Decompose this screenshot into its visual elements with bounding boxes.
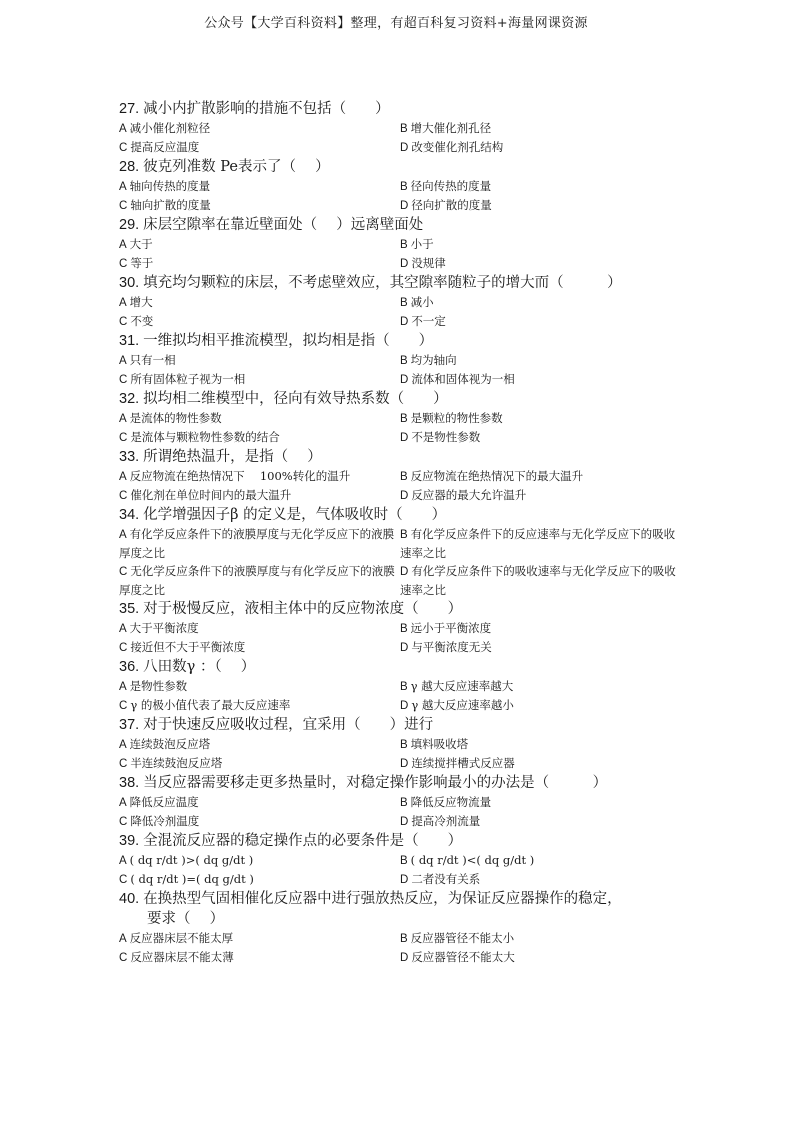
question-text: 彼克列准数 Pe表示了（ ）	[143, 159, 330, 175]
option-d	[400, 948, 681, 967]
question-number: 34.	[119, 507, 140, 523]
question-stem	[119, 331, 679, 351]
option-b	[400, 525, 681, 562]
question-number: 38.	[119, 775, 140, 791]
question-number: 37.	[119, 717, 140, 733]
option-letter: D	[400, 642, 409, 654]
option-letter: C	[119, 432, 128, 444]
option-letter: A	[119, 471, 127, 483]
option-row	[119, 948, 679, 967]
option-text: 流体和固体视为一相	[411, 372, 515, 386]
option-c	[119, 486, 400, 505]
option-d	[400, 196, 681, 215]
option-letter: C	[119, 258, 128, 270]
option-letter: B	[400, 529, 408, 541]
option-b	[400, 119, 681, 138]
option-d	[400, 138, 681, 157]
option-a	[119, 677, 400, 696]
option-a	[119, 293, 400, 312]
option-d	[400, 254, 681, 273]
option-c	[119, 370, 400, 389]
option-row	[119, 293, 679, 312]
question-stem	[119, 831, 679, 851]
option-a	[119, 851, 400, 870]
option-letter: C	[119, 142, 128, 154]
question-stem	[119, 657, 679, 677]
option-d	[400, 428, 681, 447]
option-letter: D	[400, 816, 409, 828]
option-text: 均为轴向	[410, 353, 457, 367]
option-d	[400, 754, 681, 773]
question-number: 33.	[119, 449, 140, 465]
question-stem	[119, 505, 679, 525]
option-letter: C	[119, 566, 128, 578]
question-number: 30.	[119, 275, 140, 291]
option-b	[400, 619, 681, 638]
option-letter: B	[400, 681, 408, 693]
option-d	[400, 696, 681, 715]
option-letter: A	[119, 855, 127, 867]
question-stem	[119, 157, 679, 177]
option-text: 是物性参数	[129, 679, 188, 693]
option-b	[400, 793, 681, 812]
option-letter: A	[119, 355, 127, 367]
question-number: 27.	[119, 101, 140, 117]
question-number: 36.	[119, 659, 140, 675]
question-text: 填充均匀颗粒的床层，不考虑壁效应，其空隙率随粒子的增大而（ ）	[143, 275, 622, 291]
option-text: γ 的极小值代表了最大反应速率	[130, 698, 291, 712]
option-row	[119, 138, 679, 157]
option-d	[400, 812, 681, 831]
option-letter: A	[119, 181, 127, 193]
option-row	[119, 793, 679, 812]
option-text: 增大	[129, 295, 153, 309]
question-number: 29.	[119, 217, 140, 233]
option-c	[119, 254, 400, 273]
option-row	[119, 929, 679, 948]
option-letter: A	[119, 297, 127, 309]
option-text: 所有固体粒子视为一相	[130, 372, 246, 386]
option-letter: C	[119, 642, 128, 654]
option-row	[119, 619, 679, 638]
option-letter: B	[400, 797, 408, 809]
question-stem	[119, 447, 679, 467]
option-letter: C	[119, 758, 128, 770]
option-letter: D	[400, 490, 409, 502]
option-row	[119, 370, 679, 389]
option-letter: B	[400, 181, 408, 193]
option-a	[119, 119, 400, 138]
option-a	[119, 735, 400, 754]
option-letter: A	[119, 529, 127, 541]
option-d	[400, 638, 681, 657]
option-text: 反应物流在绝热情况下的最大温升	[410, 469, 584, 483]
option-b	[400, 467, 681, 486]
option-a	[119, 409, 400, 428]
option-letter: C	[119, 816, 128, 828]
question-text: 当反应器需要移走更多热量时，对稳定操作影响最小的办法是（ ）	[143, 775, 608, 791]
option-text: 没规律	[411, 256, 446, 270]
option-d	[400, 486, 681, 505]
option-letter: C	[119, 490, 128, 502]
option-text: 有化学反应条件下的液膜厚度与无化学反应下的液膜厚度之比	[119, 527, 395, 560]
option-text: 是流体的物性参数	[129, 411, 222, 425]
option-letter: A	[119, 123, 127, 135]
option-c	[119, 312, 400, 331]
option-text: 改变催化剂孔结构	[411, 140, 504, 154]
option-letter: D	[400, 374, 409, 386]
option-row	[119, 312, 679, 331]
option-row	[119, 177, 679, 196]
option-letter: D	[400, 700, 409, 712]
option-text: 提高冷剂流量	[411, 814, 481, 828]
option-text: 降低反应物流量	[410, 795, 492, 809]
option-text: γ 越大反应速率越大	[410, 679, 514, 693]
question-text: 对于极慢反应，液相主体中的反应物浓度（ ）	[143, 601, 463, 617]
option-text: ( dq r/dt )<( dq g/dt )	[410, 853, 535, 867]
option-text: 增大催化剂孔径	[410, 121, 492, 135]
option-text: 大于平衡浓度	[129, 621, 199, 635]
option-row	[119, 254, 679, 273]
question-stem	[119, 773, 679, 793]
option-b	[400, 409, 681, 428]
question-number: 35.	[119, 601, 140, 617]
option-b	[400, 929, 681, 948]
option-letter: C	[119, 316, 128, 328]
option-letter: B	[400, 413, 408, 425]
question-text: 化学增强因子β 的定义是，气体吸收时（ ）	[143, 507, 447, 523]
option-text: 径向传热的度量	[410, 179, 492, 193]
option-c	[119, 138, 400, 157]
option-letter: D	[400, 200, 409, 212]
question-text: 拟均相二维模型中，径向有效导热系数（ ）	[143, 391, 448, 407]
option-a	[119, 929, 400, 948]
option-text: 反应器管径不能太大	[411, 950, 515, 964]
option-text: ( dq r/dt )>( dq g/dt )	[129, 853, 254, 867]
option-c	[119, 754, 400, 773]
option-text: 连续搅拌槽式反应器	[411, 756, 515, 770]
option-text: 小于	[410, 237, 434, 251]
question-stem	[119, 889, 679, 929]
option-letter: D	[400, 566, 409, 578]
option-letter: B	[400, 855, 408, 867]
question-text: 在换热型气固相催化反应器中进行强放热反应，为保证反应器操作的稳定，	[143, 891, 622, 907]
question-number: 40.	[119, 891, 140, 907]
option-text: 二者没有关系	[411, 872, 481, 886]
option-text: 减小催化剂粒径	[129, 121, 211, 135]
question-text: 所谓绝热温升，是指（ ）	[143, 449, 322, 465]
option-letter: A	[119, 933, 127, 945]
question-stem	[119, 99, 679, 119]
option-letter: B	[400, 623, 408, 635]
option-c	[119, 196, 400, 215]
option-a	[119, 177, 400, 196]
question-number: 28.	[119, 159, 140, 175]
option-text: 连续鼓泡反应塔	[129, 737, 211, 751]
option-letter: B	[400, 355, 408, 367]
option-text: 轴向扩散的度量	[130, 198, 211, 212]
question-stem	[119, 273, 679, 293]
question-stem	[119, 599, 679, 619]
option-row	[119, 486, 679, 505]
option-letter: D	[400, 874, 409, 886]
question-stem	[119, 215, 679, 235]
option-text: 减小	[410, 295, 434, 309]
option-letter: D	[400, 258, 409, 270]
option-text: 半连续鼓泡反应塔	[130, 756, 223, 770]
option-c	[119, 562, 400, 599]
question-text: 全混流反应器的稳定操作点的必要条件是（ ）	[143, 833, 463, 849]
option-letter: B	[400, 239, 408, 251]
option-text: γ 越大反应速率越小	[411, 698, 514, 712]
option-a	[119, 467, 400, 486]
option-c	[119, 948, 400, 967]
option-text: 反应器床层不能太厚	[129, 931, 234, 945]
option-letter: C	[119, 952, 128, 964]
option-d	[400, 562, 681, 599]
option-row	[119, 870, 679, 889]
option-c	[119, 870, 400, 889]
option-text: 不变	[130, 314, 154, 328]
option-row	[119, 735, 679, 754]
question-number: 39.	[119, 833, 140, 849]
option-letter: B	[400, 297, 408, 309]
option-text: 有化学反应条件下的反应速率与无化学反应下的吸收速率之比	[400, 527, 676, 560]
option-row	[119, 562, 679, 599]
option-text: ( dq r/dt )=( dq g/dt )	[130, 872, 254, 886]
option-letter: B	[400, 123, 408, 135]
option-letter: C	[119, 374, 128, 386]
page-header: 公众号【大学百科资料】整理，有超百科复习资料+海量网课资源	[204, 16, 588, 31]
question-number: 31.	[119, 333, 140, 349]
option-letter: D	[400, 142, 409, 154]
option-text: 降低反应温度	[129, 795, 199, 809]
option-letter: A	[119, 623, 127, 635]
option-text: 催化剂在单位时间内的最大温升	[130, 488, 292, 502]
option-row	[119, 754, 679, 773]
option-d	[400, 870, 681, 889]
option-text: 轴向传热的度量	[129, 179, 211, 193]
option-c	[119, 696, 400, 715]
question-stem	[119, 389, 679, 409]
option-text: 反应器的最大允许温升	[411, 488, 527, 502]
option-row	[119, 409, 679, 428]
option-row	[119, 851, 679, 870]
question-text: 八田数γ ：（ ）	[143, 659, 256, 675]
option-b	[400, 851, 681, 870]
option-row	[119, 196, 679, 215]
option-text: 反应器床层不能太薄	[130, 950, 234, 964]
option-c	[119, 428, 400, 447]
option-text: 只有一相	[129, 353, 176, 367]
option-text: 不是物性参数	[411, 430, 481, 444]
option-a	[119, 619, 400, 638]
option-letter: B	[400, 933, 408, 945]
question-text: 减小内扩散影响的措施不包括（ ）	[143, 101, 390, 117]
option-letter: A	[119, 797, 127, 809]
option-row	[119, 812, 679, 831]
option-row	[119, 696, 679, 715]
option-text: 接近但不大于平衡浓度	[130, 640, 246, 654]
option-text: 不一定	[411, 314, 446, 328]
option-letter: C	[119, 200, 128, 212]
option-text: 有化学反应条件下的吸收速率与无化学反应下的吸收速率之比	[400, 564, 676, 597]
option-letter: B	[400, 471, 408, 483]
option-a	[119, 235, 400, 254]
question-text-continued: 要求（ ）	[147, 911, 225, 927]
option-letter: C	[119, 874, 128, 886]
option-a	[119, 525, 400, 562]
question-text: 对于快速反应吸收过程，宜采用（ ）进行	[143, 717, 434, 733]
option-letter: B	[400, 739, 408, 751]
option-letter: D	[400, 432, 409, 444]
question-stem	[119, 715, 679, 735]
option-text: 等于	[130, 256, 154, 270]
option-text: 径向扩散的度量	[411, 198, 492, 212]
option-text: 填料吸收塔	[410, 737, 469, 751]
option-b	[400, 235, 681, 254]
option-letter: D	[400, 952, 409, 964]
option-a	[119, 351, 400, 370]
option-b	[400, 735, 681, 754]
option-text: 反应器管径不能太小	[410, 931, 515, 945]
option-b	[400, 677, 681, 696]
option-text: 无化学反应条件下的液膜厚度与有化学反应下的液膜厚度之比	[119, 564, 395, 597]
option-row	[119, 638, 679, 657]
option-c	[119, 812, 400, 831]
option-a	[119, 793, 400, 812]
option-b	[400, 177, 681, 196]
option-row	[119, 677, 679, 696]
option-c	[119, 638, 400, 657]
option-row	[119, 119, 679, 138]
option-text: 是颗粒的物性参数	[410, 411, 503, 425]
option-text: 与平衡浓度无关	[411, 640, 492, 654]
option-b	[400, 293, 681, 312]
question-text: 一维拟均相平推流模型，拟均相是指（ ）	[143, 333, 434, 349]
option-letter: A	[119, 681, 127, 693]
option-text: 远小于平衡浓度	[410, 621, 492, 635]
question-number: 32.	[119, 391, 140, 407]
option-d	[400, 370, 681, 389]
option-row	[119, 351, 679, 370]
option-text: 提高反应温度	[130, 140, 200, 154]
option-letter: D	[400, 758, 409, 770]
option-text: 反应物流在绝热情况下 100%转化的温升	[129, 469, 351, 483]
option-letter: A	[119, 239, 127, 251]
question-text: 床层空隙率在靠近壁面处（ ）远离壁面处	[143, 217, 424, 233]
option-row	[119, 428, 679, 447]
option-text: 大于	[129, 237, 153, 251]
option-row	[119, 235, 679, 254]
option-b	[400, 351, 681, 370]
option-row	[119, 467, 679, 486]
option-letter: A	[119, 739, 127, 751]
option-letter: A	[119, 413, 127, 425]
option-d	[400, 312, 681, 331]
option-text: 是流体与颗粒物性参数的结合	[130, 430, 280, 444]
option-text: 降低冷剂温度	[130, 814, 200, 828]
option-row	[119, 525, 679, 562]
question-list	[119, 99, 679, 967]
option-letter: D	[400, 316, 409, 328]
option-letter: C	[119, 700, 128, 712]
